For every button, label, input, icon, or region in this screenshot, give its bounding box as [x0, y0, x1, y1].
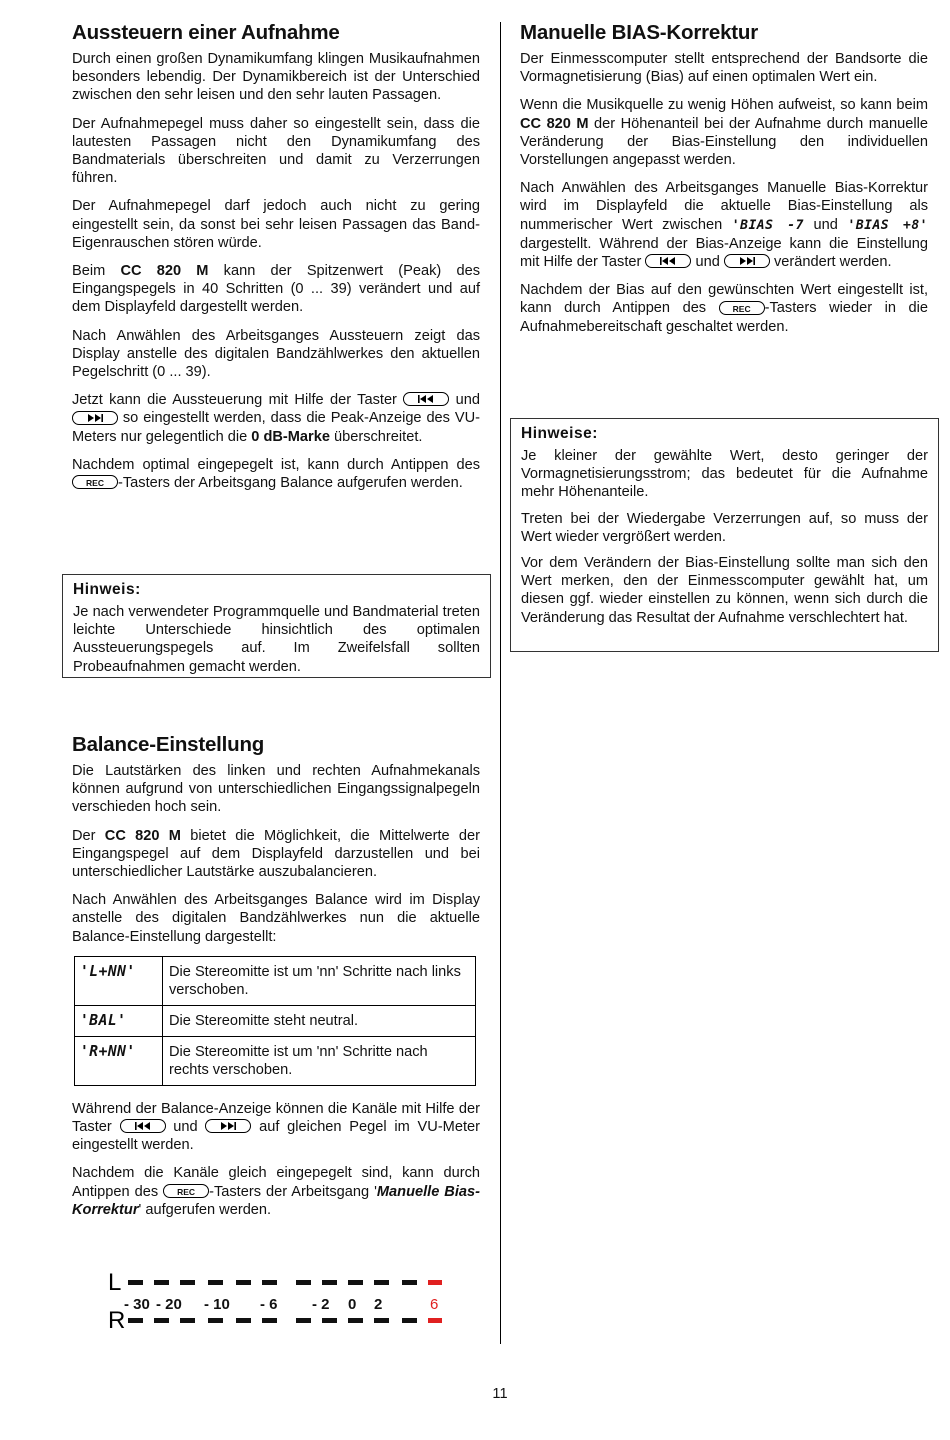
- model-name: CC 820 M: [104, 827, 181, 844]
- left-column: [72, 20, 480, 502]
- page-number: 11: [492, 1386, 508, 1402]
- meter-segment-left: [322, 1280, 337, 1285]
- meter-segment-right: [154, 1318, 169, 1323]
- paragraph: [72, 1100, 480, 1155]
- paragraph: Nach Anwählen des Arbeitsganges Aussteuern zeigt das Display anstelle des digitalen Bandzählwerkes den aktuellen Pegelschritt (0 ... 39).: [72, 327, 480, 381]
- text: -Tasters der Arbeitsgang Balance aufgerufen werden.: [118, 475, 463, 492]
- zero-db-mark: 0 dB-Marke: [251, 428, 330, 445]
- paragraph: [72, 827, 480, 882]
- text: so eingestellt werden, dass die Peak-Anzeige des VU-Meters nur gelegentlich die: [72, 410, 480, 445]
- forward-button-icon: [724, 254, 770, 268]
- right-column: [520, 20, 928, 346]
- meter-scale-label: - 2: [312, 1296, 330, 1313]
- paragraph: [72, 262, 480, 317]
- table-row: [75, 1005, 476, 1036]
- text: Nach Anwählen des Arbeitsganges Manuelle Bias-Korrektur wird im Displayfeld die aktuelle Bias-Einstellung als nummerischer Wert zwischen: [520, 180, 928, 233]
- lcd-code: 'R+NN': [75, 1036, 163, 1085]
- heading-aussteuern: Aussteuern einer Aufnahme: [72, 21, 340, 44]
- meter-segment-left: [262, 1280, 277, 1285]
- meter-segment-left: [208, 1280, 223, 1285]
- meter-segment-right: [236, 1318, 251, 1323]
- balance-table: [74, 956, 476, 1086]
- note-text: Treten bei der Wiedergabe Verzerrungen auf, so muss der Wert wieder vergrößert werden.: [521, 510, 928, 545]
- lcd-bias-min: 'BIAS -7: [731, 217, 804, 233]
- text: überschreitet.: [329, 428, 423, 445]
- bias-korrektur-ref: Manuelle Bias-Korrektur: [72, 1183, 480, 1218]
- text: der Höhenanteil bei der Aufnahme durch manuelle Veränderung der Bias-Einstellung den individuellen Vorstellungen angepasst werden.: [520, 115, 928, 169]
- text: verändert werden.: [769, 254, 892, 271]
- hinweise-box: [510, 418, 939, 652]
- text: und: [165, 1119, 206, 1136]
- vu-meter: [108, 1268, 448, 1332]
- meter-scale-label: 2: [374, 1296, 383, 1313]
- meter-segment-right: [322, 1318, 337, 1323]
- meter-segment-right: [208, 1318, 223, 1323]
- meter-segment-left: [296, 1280, 311, 1285]
- rec-button-icon: REC: [719, 301, 765, 315]
- rec-button-icon: REC: [72, 475, 118, 489]
- paragraph: Die Lautstärken des linken und rechten Aufnahmekanals können aufgrund von unterschiedlichen Eingangssignalpegeln verschieden hoch sein.: [72, 763, 480, 816]
- paragraph: Der Aufnahmepegel darf jedoch auch nicht zu gering eingestellt sein, da sonst bei sehr leisen Passagen das Band-Eigenrauschen stören würde.: [72, 198, 480, 251]
- paragraph: [72, 1164, 480, 1219]
- table-cell: Die Stereomitte ist um 'nn' Schritte nach rechts verschoben.: [163, 1036, 476, 1085]
- lcd-bias-max: 'BIAS +8': [847, 217, 928, 233]
- meter-scale-label: - 30: [124, 1296, 150, 1313]
- meter-segment-left: [374, 1280, 389, 1285]
- rec-button-icon: REC: [163, 1184, 209, 1198]
- meter-scale-label: - 6: [260, 1296, 278, 1313]
- meter-segment-right: [180, 1318, 195, 1323]
- table-row: [75, 1036, 476, 1085]
- table-cell: Die Stereomitte steht neutral.: [163, 1005, 476, 1036]
- text: Während der Balance-Anzeige können die Kanäle mit Hilfe der Taster: [72, 1100, 480, 1136]
- rewind-button-icon: [403, 392, 449, 406]
- text: Wenn die Musikquelle zu wenig Höhen aufweist, so kann beim: [520, 97, 928, 114]
- text: Jetzt kann die Aussteuerung mit Hilfe der Taster: [72, 392, 404, 409]
- meter-segment-left: [402, 1280, 417, 1285]
- meter-scale-label: - 10: [204, 1296, 230, 1313]
- paragraph: [520, 96, 928, 169]
- meter-segment-right: [428, 1318, 442, 1323]
- text: Beim: [72, 263, 121, 280]
- text: Nachdem die Kanäle gleich eingepegelt sind, kann durch Antippen des: [72, 1165, 480, 1200]
- paragraph: [520, 281, 928, 336]
- column-divider: [500, 22, 501, 1344]
- heading-balance: Balance-Einstellung: [72, 733, 265, 756]
- lcd-code: 'BAL': [75, 1005, 163, 1036]
- text: dargestellt. Während der Bias-Anzeige kann die Einstellung mit Hilfe der Taster: [520, 235, 928, 271]
- meter-segment-left: [236, 1280, 251, 1285]
- text: und: [803, 216, 848, 233]
- text: und: [449, 392, 480, 409]
- paragraph: Der Aufnahmepegel muss daher so eingestellt sein, dass die lautesten Passagen nicht den Dynamikumfang des Bandmaterials überschreiten und damit zu Verzerrungen führen.: [72, 115, 480, 187]
- note-title: Hinweise:: [521, 425, 598, 442]
- meter-segment-left: [154, 1280, 169, 1285]
- meter-segment-right: [402, 1318, 417, 1323]
- text: -Tasters der Arbeitsgang ': [209, 1183, 377, 1200]
- text: -Tasters wieder in die Aufnahmebereitschaft geschaltet werden.: [520, 300, 928, 335]
- meter-segment-left: [428, 1280, 442, 1285]
- forward-button-icon: [205, 1119, 251, 1133]
- paragraph: Durch einen großen Dynamikumfang klingen Musikaufnahmen besonders lebendig. Der Dynamikbereich ist der Unterschied zwischen den sehr leisen und den sehr lauten Passagen.: [72, 51, 480, 104]
- model-name: CC 820 M: [120, 263, 209, 280]
- note-text: Je kleiner der gewählte Wert, desto geringer der Vormagnetisierungsstrom; das bedeutet für die Aufnahme mehr Höhenanteile.: [521, 448, 928, 501]
- text: Nachdem optimal eingepegelt ist, kann durch Antippen des: [72, 456, 480, 473]
- forward-button-icon: [72, 411, 118, 425]
- rewind-button-icon: [645, 254, 691, 268]
- hinweis-box: [62, 574, 491, 678]
- text: Nachdem der Bias auf den gewünschten Wert eingestellt ist, kann durch Antippen des: [520, 282, 928, 317]
- model-name: CC 820 M: [520, 115, 589, 132]
- meter-segment-right: [374, 1318, 389, 1323]
- meter-segment-right: [296, 1318, 311, 1323]
- meter-segment-left: [128, 1280, 143, 1285]
- lcd-code: 'L+NN': [75, 956, 163, 1005]
- meter-segment-right: [348, 1318, 363, 1323]
- meter-scale-label: 0: [348, 1296, 357, 1313]
- text: ' aufgerufen werden.: [138, 1201, 272, 1218]
- meter-segment-right: [262, 1318, 277, 1323]
- text: auf gleichen Pegel im VU-Meter eingestellt werden.: [72, 1119, 480, 1154]
- rewind-button-icon: [120, 1119, 166, 1133]
- vu-meter-graphic: [108, 1268, 448, 1332]
- text: bietet die Möglichkeit, die Mittelwerte der Eingangspegel auf dem Displayfeld darzustellen und bei unterschiedlicher Lautstärke auszubalancieren.: [72, 827, 480, 881]
- balance-section: [72, 732, 480, 1229]
- meter-segment-right: [128, 1318, 143, 1323]
- paragraph: [520, 179, 928, 271]
- meter-segment-left: [180, 1280, 195, 1285]
- note-text: Vor dem Verändern der Bias-Einstellung sollte man sich den Wert merken, den der Einmesscomputer gewählt hat, um diesen ggf. wieder einstellen zu können, wenn sich durch die Veränderung das Resultat der Aufnahme verschlechtert hat.: [521, 555, 928, 626]
- paragraph: Nach Anwählen des Arbeitsganges Balance wird im Display anstelle des digitalen Bandzählwerkes nun die aktuelle Balance-Einstellung dargestellt:: [72, 892, 480, 945]
- meter-left-label: L: [108, 1269, 122, 1296]
- paragraph: [72, 391, 480, 446]
- meter-right-label: R: [108, 1307, 126, 1332]
- text: Der: [72, 827, 105, 844]
- text: kann der Spitzenwert (Peak) des Eingangspegels in 40 Schritten (0 ... 39) verändert und auf dem Displayfeld dargestellt werden.: [72, 263, 480, 316]
- note-text: Je nach verwendeter Programmquelle und Bandmaterial treten leichte Unterschiede hinsichtlich des optimalen Aussteuerungspegels auf. Im Zweifelsfall sollten Probeaufnahmen gemacht werden.: [73, 604, 480, 675]
- table-cell: Die Stereomitte ist um 'nn' Schritte nach links verschoben.: [163, 956, 476, 1005]
- meter-scale-label: 6: [430, 1296, 439, 1313]
- table-row: [75, 956, 476, 1005]
- paragraph: [72, 456, 480, 492]
- meter-segment-left: [348, 1280, 363, 1285]
- text: und: [691, 254, 724, 271]
- meter-scale-label: - 20: [156, 1296, 182, 1313]
- paragraph: Der Einmesscomputer stellt entsprechend der Bandsorte die Vormagnetisierung (Bias) auf einen optimalen Wert ein.: [520, 51, 928, 86]
- note-title: Hinweis:: [73, 581, 141, 598]
- heading-bias: Manuelle BIAS-Korrektur: [520, 21, 759, 44]
